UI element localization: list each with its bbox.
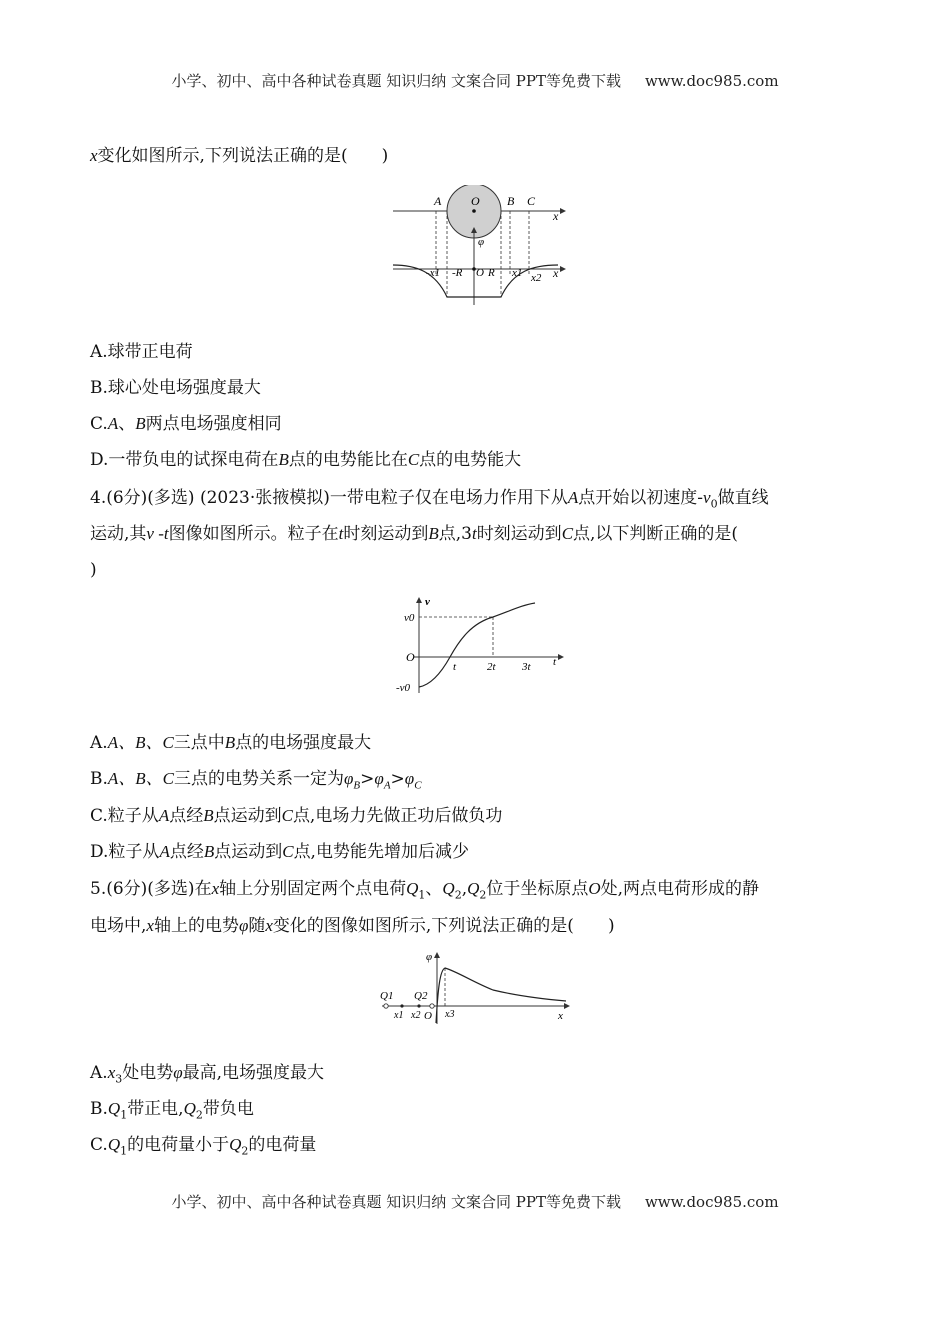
q5-figure bbox=[378, 948, 573, 1032]
q4-stem-line2: 运动,其v -t图像如图所示。粒子在t时刻运动到B点,3t时刻运动到C点,以下判断正确的是( bbox=[90, 524, 739, 544]
label-C: C bbox=[527, 194, 536, 208]
v-t-graph bbox=[392, 593, 567, 698]
label-O2: O bbox=[476, 267, 484, 279]
label-neg-x1: -x1 bbox=[426, 267, 441, 279]
label-O: O bbox=[471, 194, 480, 208]
header-text: 小学、初中、高中各种试卷真题 知识归纳 文案合同 PPT等免费下载 bbox=[171, 72, 621, 90]
q4-option-a[interactable]: A.A、B、C三点中B点的电场强度最大 bbox=[90, 733, 372, 753]
label-3t: 3t bbox=[522, 661, 531, 673]
q4-stem-line3: ) bbox=[90, 560, 97, 580]
q4-figure bbox=[392, 593, 567, 702]
q3-option-c[interactable]: C.A、B两点电场强度相同 bbox=[90, 414, 282, 434]
q5-option-a[interactable]: $A.x_3$处电势φ最高,电场强度最大 bbox=[90, 1063, 325, 1086]
label-x1: x1 bbox=[512, 267, 523, 279]
q5-stem-line1: 5.(6分)(多选)在x轴上分别固定两个点电荷$Q_1$、$Q_2,Q_2$位于坐标原点O处,两点电荷形成的静 bbox=[90, 879, 760, 902]
label-neg-R: -R bbox=[452, 267, 463, 279]
header-url[interactable]: www.doc985.com bbox=[644, 72, 779, 90]
label-A: A bbox=[434, 194, 442, 208]
q5-option-b[interactable]: $B.Q_1$带正电$,Q_2$带负电 bbox=[90, 1099, 254, 1122]
label-R: R bbox=[488, 267, 495, 279]
footer-text: 小学、初中、高中各种试卷真题 知识归纳 文案合同 PPT等免费下载 bbox=[171, 1193, 621, 1211]
label-x-bottom: x bbox=[553, 266, 559, 280]
label-v: v bbox=[425, 596, 430, 608]
q5-stem-line2: 电场中,x轴上的电势φ随x变化的图像如图所示,下列说法正确的是( ) bbox=[90, 916, 615, 936]
label-neg-v0: -v0 bbox=[396, 682, 411, 694]
label-Q1: Q1 bbox=[380, 990, 394, 1002]
charge-Q1 bbox=[384, 1004, 388, 1008]
label-x2: x2 bbox=[531, 272, 542, 284]
q4-option-b[interactable]: B.A、B、C三点的电势关系一定为$\varphi_B>\varphi_A>\varphi_C$ bbox=[90, 769, 422, 792]
label-2t: 2t bbox=[487, 661, 496, 673]
label-O: O bbox=[424, 1010, 432, 1022]
sphere-potential-diagram bbox=[390, 185, 570, 315]
q3-stem: x变化如图所示,下列说法正确的是( ) bbox=[90, 146, 389, 166]
label-x1: x1 bbox=[394, 1010, 404, 1021]
label-phi: φ bbox=[478, 236, 485, 248]
q3-option-d[interactable]: D.一带负电的试探电荷在B点的电势能比在C点的电势能大 bbox=[90, 450, 522, 470]
label-t-axis: t bbox=[553, 656, 557, 668]
label-B: B bbox=[507, 194, 515, 208]
label-x-top: x bbox=[553, 209, 559, 223]
label-x-axis: x bbox=[558, 1010, 563, 1022]
q4-option-d[interactable]: D.粒子从A点经B点运动到C点,电势能先增加后减少 bbox=[90, 842, 469, 862]
page-footer bbox=[0, 1191, 950, 1212]
label-phi-axis: φ bbox=[426, 951, 433, 963]
label-origin: O bbox=[406, 650, 415, 664]
label-x3: x3 bbox=[445, 1009, 455, 1020]
label-x2: x2 bbox=[411, 1010, 421, 1021]
q3-option-b[interactable]: B.球心处电场强度最大 bbox=[90, 378, 261, 398]
phi-x-graph bbox=[378, 948, 573, 1028]
q4-stem-line1: 4.(6分)(多选) (2023·张掖模拟)一带电粒子仅在电场力作用下从A点开始以初速度$-v_0$做直线 bbox=[90, 488, 769, 511]
charge-Q2 bbox=[430, 1004, 434, 1008]
label-v0: v0 bbox=[404, 612, 415, 624]
footer-url[interactable]: www.doc985.com bbox=[644, 1193, 779, 1211]
q4-option-c[interactable]: C.粒子从A点经B点运动到C点,电场力先做正功后做负功 bbox=[90, 806, 503, 826]
q3-option-a[interactable]: A.球带正电荷 bbox=[90, 342, 193, 362]
page-header bbox=[0, 70, 950, 91]
q5-option-c[interactable]: $C.Q_1$的电荷量小于$Q_2$的电荷量 bbox=[90, 1135, 317, 1158]
q3-figure bbox=[390, 185, 570, 319]
label-Q2: Q2 bbox=[414, 990, 428, 1002]
label-t: t bbox=[453, 661, 457, 673]
